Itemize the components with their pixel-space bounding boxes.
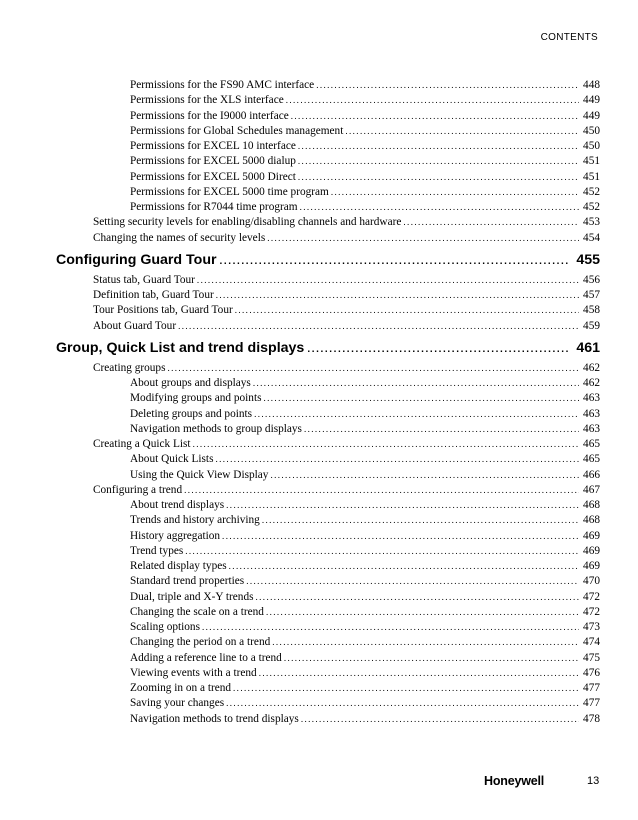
toc-entry[interactable] — [56, 696, 600, 711]
toc-entry[interactable] — [56, 422, 600, 437]
toc-page-number: 465 — [583, 453, 600, 466]
toc-entry-title: About trend displays — [130, 499, 225, 511]
toc-entry[interactable] — [56, 376, 600, 391]
toc-page-number: 456 — [583, 273, 600, 286]
dot-leader — [222, 529, 579, 544]
toc-page-number: 449 — [583, 109, 600, 122]
toc-entry[interactable] — [56, 170, 600, 185]
toc-page-number: 459 — [583, 319, 600, 332]
dot-leader — [253, 376, 579, 391]
toc-page-number: 461 — [576, 339, 600, 356]
dot-leader — [246, 574, 579, 589]
dot-leader — [259, 666, 579, 681]
toc-entry[interactable] — [56, 215, 600, 230]
toc-page-number: 466 — [583, 468, 600, 481]
toc-entry[interactable] — [56, 605, 600, 620]
toc-entry[interactable] — [56, 319, 600, 334]
toc-entry[interactable] — [56, 391, 600, 406]
toc-entry[interactable] — [56, 712, 600, 727]
toc-page-number: 469 — [583, 544, 600, 557]
toc-entry[interactable] — [56, 483, 600, 498]
toc-page-number: 462 — [583, 377, 600, 389]
dot-leader — [266, 605, 579, 620]
toc-page-number: 472 — [583, 590, 600, 603]
toc-page-number: 448 — [583, 79, 600, 91]
toc-entry-title: Configuring a trend — [93, 483, 183, 496]
dot-leader — [254, 407, 579, 422]
dot-leader — [226, 696, 579, 711]
dot-leader — [229, 559, 579, 574]
toc-entry-title: Permissions for EXCEL 5000 Direct — [130, 170, 296, 183]
dot-leader — [331, 185, 579, 200]
dot-leader — [235, 303, 579, 318]
toc-page-number: 463 — [583, 422, 600, 435]
toc-entry-title: Permissions for the I9000 interface — [130, 109, 289, 122]
dot-leader — [298, 154, 579, 169]
dot-leader — [270, 468, 579, 483]
running-header: CONTENTS — [540, 32, 598, 43]
dot-leader — [345, 124, 579, 139]
toc-entry-title: Using the Quick View Display — [130, 468, 269, 481]
toc-page-number: 474 — [583, 636, 600, 649]
toc-entry-title: Group, Quick List and trend displays — [56, 339, 305, 356]
toc-entry[interactable] — [56, 407, 600, 422]
toc-page-number: 467 — [583, 483, 600, 496]
dot-leader — [215, 452, 579, 467]
toc-entry-title: Changing the period on a trend — [130, 636, 271, 649]
toc-entry-title: Definition tab, Guard Tour — [93, 289, 214, 301]
toc-entry[interactable] — [56, 559, 600, 574]
toc-page-number: 463 — [583, 407, 600, 420]
toc-entry[interactable] — [56, 139, 600, 154]
toc-entry-title: Tour Positions tab, Guard Tour — [93, 304, 233, 317]
toc-entry[interactable] — [56, 468, 600, 483]
toc-entry[interactable] — [56, 109, 600, 124]
toc-entry[interactable] — [56, 452, 600, 467]
dot-leader — [272, 635, 579, 650]
toc-entry-title: Permissions for R7044 time program — [130, 201, 298, 213]
toc-entry[interactable] — [56, 590, 600, 605]
toc-entry-title: Permissions for the XLS interface — [130, 94, 284, 107]
toc-entry[interactable] — [56, 78, 600, 93]
toc-section-heading[interactable] — [56, 249, 600, 271]
dot-leader — [262, 513, 579, 528]
toc-entry[interactable] — [56, 154, 600, 169]
toc-entry-title: Permissions for Global Schedules management — [130, 124, 344, 137]
dot-leader — [216, 288, 579, 303]
toc-page-number: 458 — [583, 304, 600, 317]
toc-entry-title: Configuring Guard Tour — [56, 251, 217, 268]
toc-page-number: 451 — [583, 170, 600, 183]
toc-entry[interactable] — [56, 574, 600, 589]
dot-leader — [316, 78, 579, 93]
toc-page-number: 450 — [583, 140, 600, 152]
dot-leader — [178, 319, 579, 334]
toc-entry[interactable] — [56, 529, 600, 544]
toc-section-heading[interactable] — [56, 337, 600, 359]
toc-page-number: 475 — [583, 651, 600, 664]
toc-entry-title: Permissions for EXCEL 5000 dialup — [130, 155, 296, 168]
toc-page-number: 478 — [583, 712, 600, 725]
toc-entry-title: Setting security levels for enabling/disabling channels and hardware — [93, 216, 402, 229]
toc-entry-title: History aggregation — [130, 529, 221, 542]
dot-leader — [267, 231, 579, 246]
toc-entry-title: Related display types — [130, 560, 227, 572]
toc-entry[interactable] — [56, 620, 600, 635]
toc-entry-title: Standard trend properties — [130, 575, 245, 588]
toc-entry[interactable] — [56, 231, 600, 246]
dot-leader — [301, 712, 579, 727]
toc-page-number: 465 — [583, 438, 600, 450]
toc-entry-title: Permissions for EXCEL 10 interface — [130, 140, 296, 152]
toc-page-number: 469 — [583, 560, 600, 572]
toc-entry[interactable] — [56, 185, 600, 200]
toc-entry-title: Changing the names of security levels — [93, 231, 266, 244]
toc-entry[interactable] — [56, 651, 600, 666]
toc-page-number: 472 — [583, 605, 600, 618]
toc-entry[interactable] — [56, 124, 600, 139]
toc-page-number: 477 — [583, 697, 600, 710]
dot-leader — [291, 109, 579, 124]
toc-page-number: 469 — [583, 529, 600, 542]
page-number: 13 — [587, 775, 600, 787]
dot-leader — [263, 391, 579, 406]
dot-leader — [233, 681, 579, 696]
toc-page-number: 455 — [576, 251, 600, 268]
toc-page-number: 453 — [583, 216, 600, 229]
toc-page-number: 450 — [583, 124, 600, 137]
toc-page-number: 452 — [583, 201, 600, 213]
toc-entry-title: About Guard Tour — [93, 319, 177, 332]
table-of-contents — [56, 78, 600, 727]
dot-leader — [256, 590, 580, 605]
toc-entry-title: Modifying groups and points — [130, 392, 262, 405]
toc-entry[interactable] — [56, 666, 600, 681]
toc-page-number: 477 — [583, 682, 600, 694]
dot-leader — [185, 544, 579, 559]
toc-page-number: 449 — [583, 94, 600, 107]
toc-entry-title: Scaling options — [130, 621, 200, 633]
toc-entry-title: Zooming in on a trend — [130, 682, 232, 694]
toc-entry[interactable] — [56, 273, 600, 288]
dot-leader — [193, 437, 579, 452]
toc-page-number: 473 — [583, 621, 600, 633]
dot-leader — [286, 93, 579, 108]
toc-entry-title: Navigation methods to trend displays — [130, 712, 299, 725]
dot-leader — [202, 620, 579, 635]
toc-page-number: 454 — [583, 231, 600, 244]
toc-entry[interactable] — [56, 303, 600, 318]
dot-leader — [403, 215, 579, 230]
toc-entry-title: Creating groups — [93, 361, 166, 374]
toc-entry[interactable] — [56, 498, 600, 513]
dot-leader — [197, 273, 579, 288]
toc-entry[interactable] — [56, 544, 600, 559]
dot-leader — [298, 170, 579, 185]
toc-entry[interactable] — [56, 93, 600, 108]
toc-entry[interactable] — [56, 635, 600, 650]
dot-leader — [300, 200, 579, 215]
dot-leader — [226, 498, 579, 513]
toc-entry[interactable] — [56, 513, 600, 528]
dot-leader — [167, 361, 579, 376]
toc-entry-title: Adding a reference line to a trend — [130, 651, 282, 664]
toc-entry[interactable] — [56, 288, 600, 303]
dot-leader — [307, 339, 570, 361]
toc-page-number: 468 — [583, 499, 600, 511]
toc-entry-title: About Quick Lists — [130, 453, 214, 466]
toc-entry-title: Changing the scale on a trend — [130, 605, 264, 618]
toc-entry-title: Trends and history archiving — [130, 514, 260, 527]
honeywell-logo: Honeywell — [484, 774, 545, 788]
toc-entry-title: Permissions for EXCEL 5000 time program — [130, 185, 329, 198]
dot-leader — [220, 251, 571, 273]
toc-page-number: 476 — [583, 666, 600, 679]
toc-entry-title: Navigation methods to group displays — [130, 422, 302, 435]
toc-entry[interactable] — [56, 437, 600, 452]
toc-entry-title: Deleting groups and points — [130, 407, 253, 420]
toc-entry-title: Viewing events with a trend — [130, 666, 257, 679]
dot-leader — [284, 651, 579, 666]
toc-entry-title: Trend types — [130, 544, 184, 557]
toc-entry-title: About groups and displays — [130, 377, 251, 389]
toc-entry-title: Dual, triple and X-Y trends — [130, 590, 254, 603]
dot-leader — [304, 422, 579, 437]
toc-entry[interactable] — [56, 361, 600, 376]
toc-page-number: 452 — [583, 185, 600, 198]
toc-entry[interactable] — [56, 200, 600, 215]
toc-page-number: 463 — [583, 392, 600, 405]
dot-leader — [184, 483, 579, 498]
toc-page-number: 451 — [583, 155, 600, 168]
toc-entry-title: Saving your changes — [130, 697, 225, 710]
toc-entry-title: Creating a Quick List — [93, 438, 191, 450]
toc-entry[interactable] — [56, 681, 600, 696]
toc-page-number: 468 — [583, 514, 600, 527]
toc-page-number: 470 — [583, 575, 600, 588]
dot-leader — [298, 139, 579, 154]
toc-entry-title: Status tab, Guard Tour — [93, 273, 195, 286]
toc-page-number: 462 — [583, 361, 600, 374]
toc-entry-title: Permissions for the FS90 AMC interface — [130, 79, 315, 91]
toc-page-number: 457 — [583, 289, 600, 301]
